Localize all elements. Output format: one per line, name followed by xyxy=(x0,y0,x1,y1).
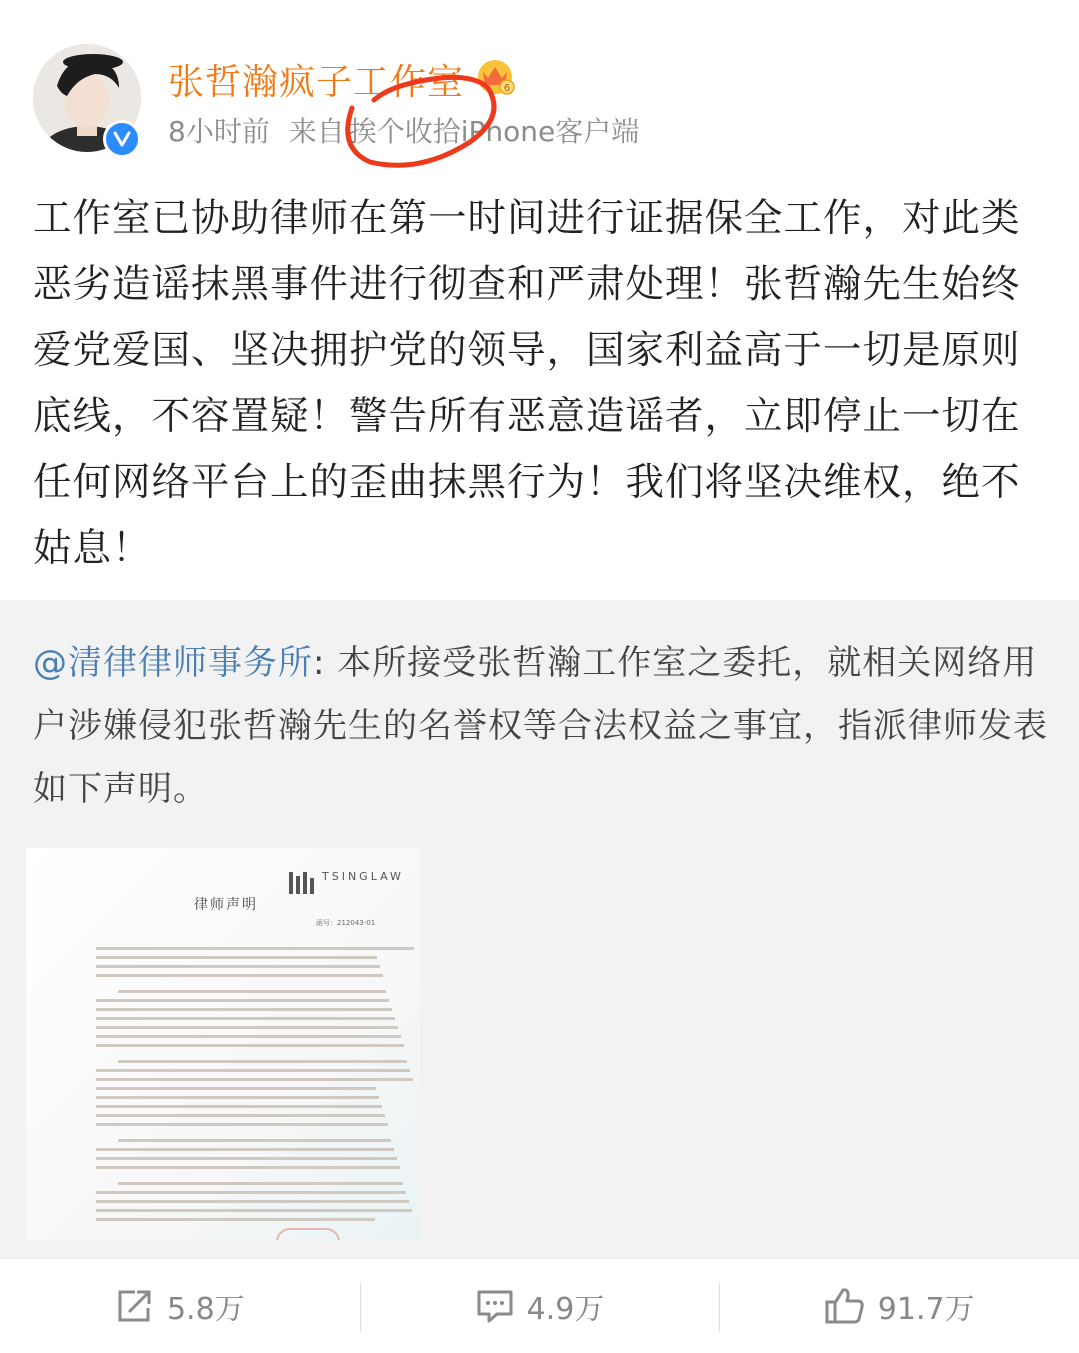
post-source[interactable]: 挨个收拾iPhone客户端 xyxy=(348,115,640,148)
doc-text-line xyxy=(96,956,377,959)
comment-icon xyxy=(475,1288,515,1324)
doc-text-line xyxy=(96,1096,379,1099)
username[interactable]: 张哲瀚疯子工作室 xyxy=(168,62,465,103)
share-icon xyxy=(115,1288,155,1324)
doc-text-line xyxy=(96,1200,409,1203)
repost-text xyxy=(33,632,1048,821)
doc-text-line xyxy=(96,1123,388,1126)
comment-button[interactable] xyxy=(360,1259,720,1353)
lawyer-statement-image[interactable] xyxy=(26,848,420,1240)
repost-count: 5.8万 xyxy=(166,1292,245,1327)
doc-logo-text: TSINGLAW xyxy=(322,870,404,883)
doc-text-line xyxy=(96,1069,410,1072)
repost-button[interactable] xyxy=(0,1259,360,1353)
doc-text-line xyxy=(96,1209,412,1212)
mention-link[interactable]: @清律律师事务所 xyxy=(33,643,313,683)
post-text: 工作室已协助律师在第一时间进行证据保全工作，对此类恶劣造谣抹黑事件进行彻查和严肃处理！张哲瀚先生始终爱党爱国、坚决拥护党的领导，国家利益高于一切是原则底线，不容置疑！警告所有恶意造谣者，立即停止一切在任何网络平台上的歪曲抹黑行为！我们将坚决维权，绝不姑息！ xyxy=(33,196,1021,571)
crown-badge-icon[interactable] xyxy=(474,56,516,96)
verified-badge-icon xyxy=(103,120,141,158)
action-bar xyxy=(0,1258,1079,1353)
post-meta xyxy=(168,110,649,150)
doc-text-line xyxy=(96,1148,394,1151)
like-button[interactable] xyxy=(719,1259,1079,1353)
weibo-post xyxy=(0,0,1079,600)
doc-text-line xyxy=(96,999,389,1002)
doc-text-line xyxy=(96,1008,392,1011)
doc-text-line xyxy=(96,1044,404,1047)
doc-text-line xyxy=(96,1166,400,1169)
doc-text-line xyxy=(96,1017,395,1020)
doc-text-line xyxy=(96,974,383,977)
doc-text-line xyxy=(96,965,380,968)
doc-text-line xyxy=(96,1218,375,1221)
doc-text-line xyxy=(96,1078,413,1081)
crown-level: 6 xyxy=(503,83,511,94)
doc-text-line xyxy=(96,1191,406,1194)
doc-text-line xyxy=(96,1157,397,1160)
like-count: 91.7万 xyxy=(877,1292,975,1327)
red-seal-stamp xyxy=(276,1228,340,1240)
doc-text-line xyxy=(118,1182,403,1185)
thumbs-up-icon xyxy=(824,1286,866,1326)
doc-text-line xyxy=(96,1105,382,1108)
doc-text-line xyxy=(96,1087,376,1090)
doc-text-line xyxy=(96,1026,398,1029)
comment-count: 4.9万 xyxy=(526,1292,605,1327)
source-prefix: 来自 xyxy=(288,115,345,148)
doc-text-line xyxy=(96,947,414,950)
reposted-content[interactable] xyxy=(0,600,1079,1258)
doc-title: 律师声明 xyxy=(194,897,258,913)
tsinglaw-logo-icon xyxy=(288,870,316,896)
post-time: 8小时前 xyxy=(168,115,270,148)
doc-number: 函号：212043-01 xyxy=(316,919,376,927)
repost-body: : 本所接受张哲瀚工作室之委托，就相关网络用户涉嫌侵犯张哲瀚先生的名誉权等合法权益之事宜，指派律师发表如下声明。 xyxy=(33,643,1048,809)
doc-text-line xyxy=(96,1114,385,1117)
doc-text-line xyxy=(118,990,386,993)
doc-text-line xyxy=(118,1139,391,1142)
doc-text-line xyxy=(118,1060,407,1063)
doc-text-line xyxy=(96,1035,401,1038)
